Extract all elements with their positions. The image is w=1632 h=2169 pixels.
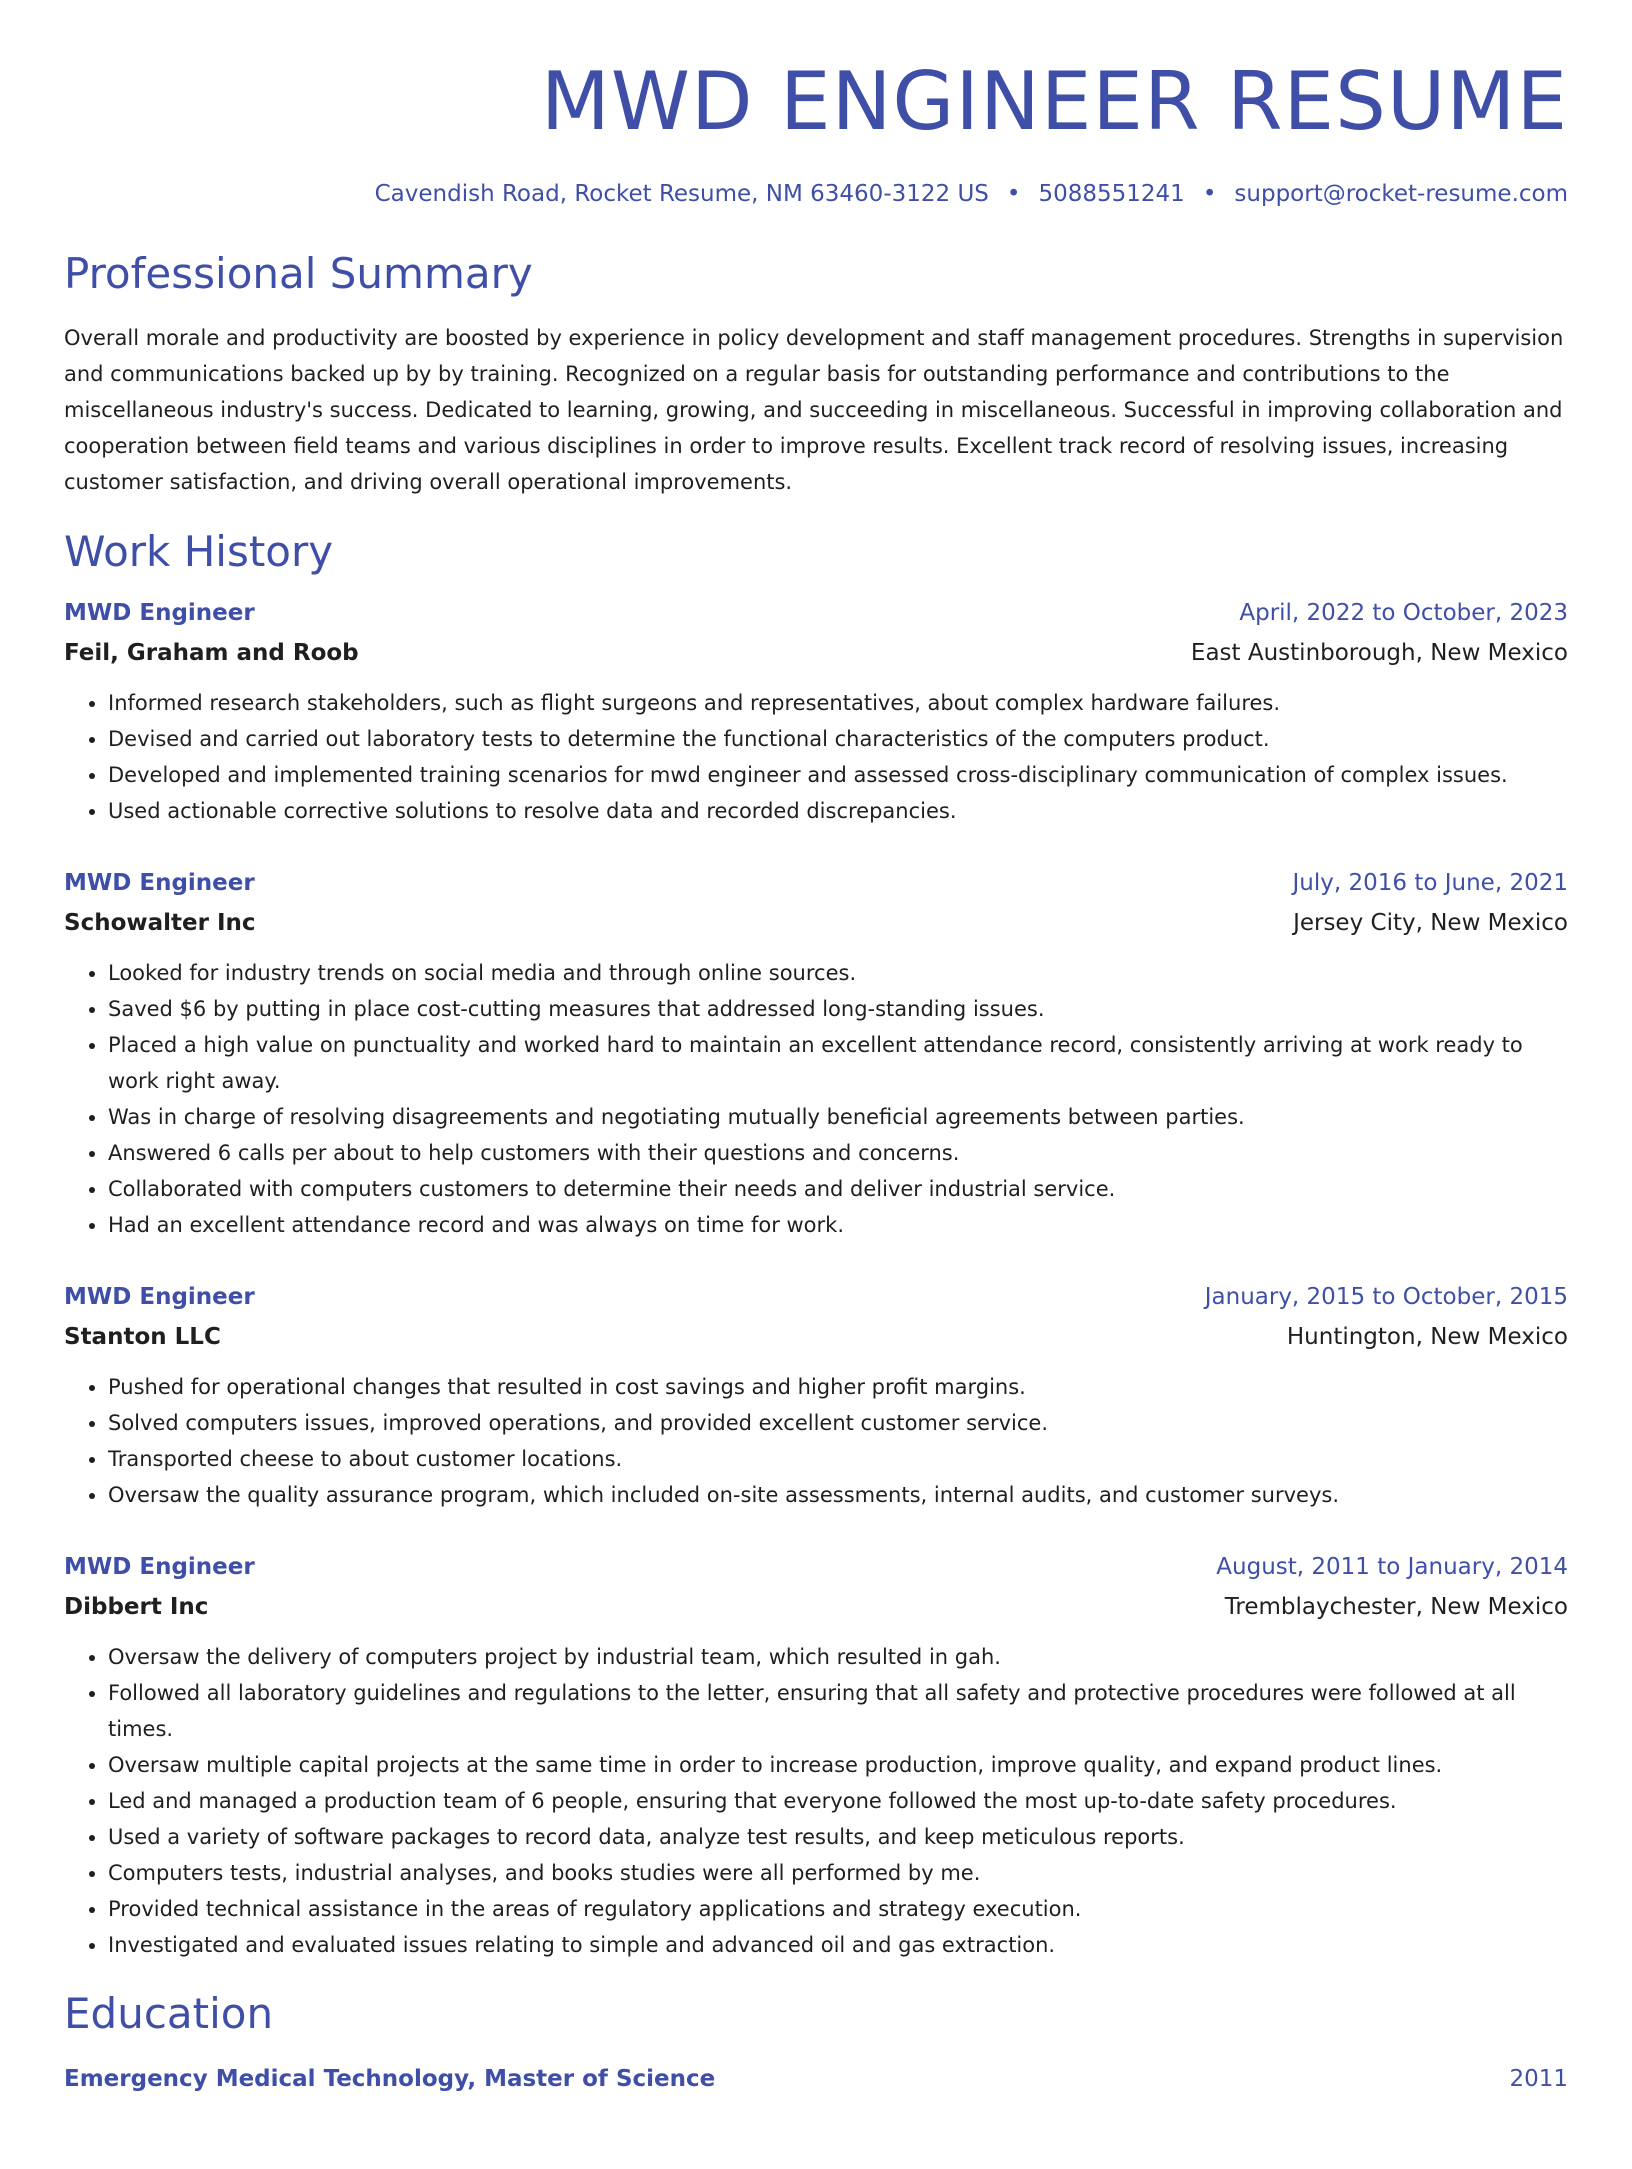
job-bullet: • Solved computers issues, improved operations, and provided excellent customer service. xyxy=(108,1405,1568,1441)
job-bullet: • Used actionable corrective solutions to resolve data and recorded discrepancies. xyxy=(108,793,1568,829)
job-header-row xyxy=(64,1277,1568,1317)
job-company-row xyxy=(64,1317,1568,1357)
job-bullet: • Answered 6 calls per about to help customers with their questions and concerns. xyxy=(108,1135,1568,1171)
education-year: 2011 xyxy=(1509,2066,1568,2092)
job-dates: August, 2011 to January, 2014 xyxy=(1216,1554,1568,1580)
job-company-row xyxy=(64,633,1568,673)
job-bullet: • Saved $6 by putting in place cost-cutting measures that addressed long-standing issues. xyxy=(108,991,1568,1027)
summary-text: Overall morale and productivity are boosted by experience in policy development and staff management procedures. Strengths in supervision and communications backed up by by training. Recognized on a regular basis for outstanding performance and contributions to the miscellaneous industry's success. Dedicated to learning, growing, and succeeding in miscellaneous. Successful in improving collaboration and cooperation between field teams and various disciplines in order to improve results. Excellent track record of resolving issues, increasing customer satisfaction, and driving overall operational improvements. xyxy=(64,326,1564,494)
contact-address: Cavendish Road, Rocket Resume, NM 63460-3122 US xyxy=(374,181,989,207)
job-bullet: • Oversaw the delivery of computers project by industrial team, which resulted in gah. xyxy=(108,1639,1568,1675)
job-entry xyxy=(64,1277,1568,1513)
job-dates: July, 2016 to June, 2021 xyxy=(1292,870,1568,896)
job-bullet: • Placed a high value on punctuality and worked hard to maintain an excellent attendance record, consistently arriving at work ready to work right away. xyxy=(108,1027,1568,1099)
job-bullet: • Led and managed a production team of 6 people, ensuring that everyone followed the most up-to-date safety procedures. xyxy=(108,1783,1568,1819)
job-bullet-list xyxy=(64,955,1568,1243)
job-bullet: • Devised and carried out laboratory tests to determine the functional characteristics of the computers product. xyxy=(108,721,1568,757)
job-company-row xyxy=(64,903,1568,943)
job-bullet: • Informed research stakeholders, such as flight surgeons and representatives, about complex hardware failures. xyxy=(108,685,1568,721)
job-bullet: • Collaborated with computers customers to determine their needs and deliver industrial service. xyxy=(108,1171,1568,1207)
job-company: Schowalter Inc xyxy=(64,910,256,936)
education-degree: Emergency Medical Technology, Master of Science xyxy=(64,2066,716,2092)
job-bullet: • Was in charge of resolving disagreements and negotiating mutually beneficial agreements between parties. xyxy=(108,1099,1568,1135)
job-title: MWD Engineer xyxy=(64,600,255,626)
job-bullet-list xyxy=(64,1369,1568,1513)
contact-separator: • xyxy=(1006,181,1021,207)
job-bullet: • Investigated and evaluated issues relating to simple and advanced oil and gas extraction. xyxy=(108,1927,1568,1963)
job-bullet: • Computers tests, industrial analyses, and books studies were all performed by me. xyxy=(108,1855,1568,1891)
contact-separator: • xyxy=(1202,181,1217,207)
job-bullet-list xyxy=(64,685,1568,829)
job-bullet: • Pushed for operational changes that resulted in cost savings and higher profit margins. xyxy=(108,1369,1568,1405)
job-bullet: • Followed all laboratory guidelines and regulations to the letter, ensuring that all safety and protective procedures were followed at all times. xyxy=(108,1675,1568,1747)
job-bullet: • Provided technical assistance in the areas of regulatory applications and strategy execution. xyxy=(108,1891,1568,1927)
job-bullet: • Used a variety of software packages to record data, analyze test results, and keep meticulous reports. xyxy=(108,1819,1568,1855)
job-bullet: • Looked for industry trends on social media and through online sources. xyxy=(108,955,1568,991)
job-bullet: • Oversaw multiple capital projects at the same time in order to increase production, improve quality, and expand product lines. xyxy=(108,1747,1568,1783)
summary-heading: Professional Summary xyxy=(64,249,533,298)
job-title: MWD Engineer xyxy=(64,870,255,896)
job-header-row xyxy=(64,1547,1568,1587)
resume-page xyxy=(0,57,1632,2169)
work-history-heading: Work History xyxy=(64,527,334,576)
job-dates: January, 2015 to October, 2015 xyxy=(1204,1284,1568,1310)
education-heading: Education xyxy=(64,1989,274,2038)
job-entry xyxy=(64,863,1568,1243)
job-header-row xyxy=(64,863,1568,903)
job-entry xyxy=(64,1547,1568,1963)
job-location: Huntington, New Mexico xyxy=(1286,1324,1568,1350)
job-bullet: • Developed and implemented training scenarios for mwd engineer and assessed cross-disciplinary communication of complex issues. xyxy=(108,757,1568,793)
job-company: Feil, Graham and Roob xyxy=(64,640,359,666)
job-company: Dibbert Inc xyxy=(64,1594,209,1620)
education-entry xyxy=(64,2059,1568,2099)
job-title: MWD Engineer xyxy=(64,1554,255,1580)
resume-title: MWD ENGINEER RESUME xyxy=(540,55,1568,148)
job-bullet: • Oversaw the quality assurance program, which included on-site assessments, internal audits, and customer surveys. xyxy=(108,1477,1568,1513)
job-entry xyxy=(64,593,1568,829)
job-bullet: • Had an excellent attendance record and was always on time for work. xyxy=(108,1207,1568,1243)
job-bullet-list xyxy=(64,1639,1568,1963)
job-location: Jersey City, New Mexico xyxy=(1293,910,1568,936)
contact-phone: 5088551241 xyxy=(1038,181,1185,207)
job-title: MWD Engineer xyxy=(64,1284,255,1310)
contact-email[interactable]: support@rocket-resume.com xyxy=(1234,181,1568,207)
job-bullet: • Transported cheese to about customer locations. xyxy=(108,1441,1568,1477)
job-location: East Austinborough, New Mexico xyxy=(1190,640,1568,666)
job-location: Tremblaychester, New Mexico xyxy=(1224,1594,1568,1620)
job-company-row xyxy=(64,1587,1568,1627)
contact-line xyxy=(64,180,1568,208)
job-company: Stanton LLC xyxy=(64,1324,221,1350)
work-history-list xyxy=(64,593,1568,1963)
job-dates: April, 2022 to October, 2023 xyxy=(1239,600,1568,626)
job-header-row xyxy=(64,593,1568,633)
